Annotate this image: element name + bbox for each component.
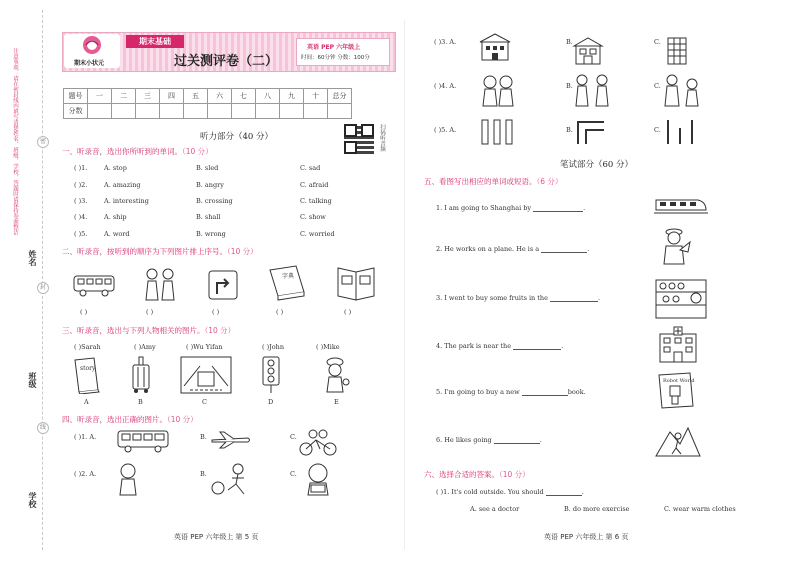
dictionary-icon bbox=[264, 262, 308, 302]
score-cell: 六 bbox=[208, 89, 232, 104]
q4-option-b: B. shall bbox=[196, 213, 221, 221]
section-1-points: （10 分） bbox=[182, 147, 213, 156]
score-cell: 八 bbox=[256, 89, 280, 104]
score-input-cell[interactable] bbox=[256, 104, 280, 119]
q3-option-a: A. interesting bbox=[104, 197, 149, 205]
score-input-cell[interactable] bbox=[280, 104, 304, 119]
s6-option-a: A. see a doctor bbox=[470, 505, 520, 513]
airplane-icon bbox=[210, 430, 252, 450]
s5-item-2-text: 2. He works on a plane. He is a bbox=[436, 245, 540, 253]
s6-q1 bbox=[436, 488, 584, 496]
qr-caption: 扫码听音频 bbox=[379, 124, 385, 152]
s5-item-1-text: 1. I am going to Shanghai by bbox=[436, 204, 532, 212]
score-cell: 十 bbox=[304, 89, 328, 104]
score-cell: 二 bbox=[112, 89, 136, 104]
hiking-icon bbox=[654, 418, 702, 458]
score-cell: 三 bbox=[136, 89, 160, 104]
section-1-text: 一、听录音，选出你所听到的单词。 bbox=[62, 147, 182, 156]
s5-item-1-end: . bbox=[583, 204, 586, 212]
score-input-cell[interactable] bbox=[208, 104, 232, 119]
letter-a: A bbox=[84, 398, 89, 406]
letter-d: D bbox=[268, 398, 274, 406]
score-input-cell[interactable] bbox=[136, 104, 160, 119]
s5-item-5-end: book. bbox=[567, 388, 586, 396]
dictionary-label: 字典 bbox=[282, 273, 295, 280]
score-cell: 七 bbox=[232, 89, 256, 104]
section-4-title bbox=[62, 414, 198, 425]
section-3-points: （10 分） bbox=[204, 326, 236, 335]
letter-c: C bbox=[202, 398, 207, 406]
q3-option-c: C. talking bbox=[300, 197, 332, 205]
score-input-cell[interactable] bbox=[328, 104, 352, 119]
written-title: 笔试部分（60 分） bbox=[560, 160, 634, 170]
match-sarah[interactable]: ( )Sarah bbox=[74, 343, 101, 351]
s5-blank-5[interactable] bbox=[522, 388, 568, 396]
tower-building-icon bbox=[664, 34, 690, 66]
score-cell: 一 bbox=[88, 89, 112, 104]
s4-q1-a[interactable]: ( )1. A. bbox=[74, 433, 97, 441]
order-bracket-3[interactable]: ( ) bbox=[212, 308, 220, 316]
footer-right: 英语 PEP 六年级上 第 6 页 bbox=[544, 533, 629, 541]
s5-blank-3[interactable] bbox=[550, 294, 601, 302]
q4-option-c: C. show bbox=[300, 213, 326, 221]
s4-q2-b[interactable]: B. bbox=[200, 470, 207, 478]
road-sign-straight-icon bbox=[478, 118, 518, 146]
s5-item-2 bbox=[436, 245, 589, 253]
score-label-cell: 分数 bbox=[64, 104, 88, 119]
school-label: 学校 bbox=[28, 492, 37, 508]
s5-item-5-text: 5. I'm going to buy a new bbox=[436, 388, 520, 396]
s6-option-b: B. do more exercise bbox=[564, 505, 630, 513]
order-bracket-2[interactable]: ( ) bbox=[146, 308, 154, 316]
s6-option-c: C. wear warm clothes bbox=[664, 505, 736, 513]
match-amy[interactable]: ( )Amy bbox=[134, 343, 156, 351]
section-4-points: （10 分） bbox=[167, 415, 198, 424]
footer-left: 英语 PEP 六年级上 第 5 页 bbox=[174, 533, 259, 541]
q3-option-b: B. crossing bbox=[196, 197, 233, 205]
road-lanes-icon bbox=[662, 118, 698, 146]
s4-q2-a[interactable]: ( )2. A. bbox=[74, 470, 97, 478]
road-turn-icon bbox=[574, 118, 608, 146]
score-header-row bbox=[64, 89, 352, 104]
s4-q3-a[interactable]: ( )3. A. bbox=[434, 38, 457, 46]
s5-item-3 bbox=[436, 294, 600, 302]
seal-mark-2: 封 bbox=[37, 282, 49, 294]
subject-line: 英语 PEP 六年级上 bbox=[307, 44, 361, 51]
s5-item-3-end: . bbox=[598, 294, 601, 302]
building-icon bbox=[478, 32, 512, 62]
q4-bracket[interactable]: ( )4. bbox=[74, 213, 88, 221]
q5-option-a: A. word bbox=[104, 230, 130, 238]
s6-q1-text[interactable]: ( )1. It's cold outside. You should bbox=[436, 488, 544, 496]
q2-option-c: C. afraid bbox=[300, 181, 329, 189]
section-5-points: （6 分） bbox=[536, 177, 563, 186]
robot-book-title: Robot World bbox=[663, 378, 695, 384]
score-cell: 总分 bbox=[328, 89, 352, 104]
section-6-points: （10 分） bbox=[499, 470, 530, 479]
order-bracket-5[interactable]: ( ) bbox=[344, 308, 352, 316]
train-icon bbox=[654, 194, 708, 216]
score-input-cell[interactable] bbox=[184, 104, 208, 119]
s5-item-6 bbox=[436, 436, 542, 444]
turn-right-sign-icon bbox=[208, 270, 238, 300]
pilot-icon bbox=[658, 226, 692, 266]
score-input-cell[interactable] bbox=[88, 104, 112, 119]
score-cell: 题号 bbox=[64, 89, 88, 104]
match-john[interactable]: ( )John bbox=[262, 343, 285, 351]
info-box bbox=[296, 38, 390, 66]
letter-b: B bbox=[138, 398, 143, 406]
s5-blank-4[interactable] bbox=[513, 342, 564, 350]
s5-blank-2[interactable] bbox=[541, 245, 590, 253]
q5-bracket[interactable]: ( )5. bbox=[74, 230, 88, 238]
section-1-title bbox=[62, 146, 213, 157]
suitcase-icon bbox=[130, 356, 152, 394]
s6-q1-end: . bbox=[581, 488, 584, 496]
section-6-title bbox=[424, 469, 530, 480]
s4-q4-a[interactable]: ( )4. A. bbox=[434, 82, 457, 90]
q5-option-b: B. wrong bbox=[196, 230, 226, 238]
q1-option-b: B. sled bbox=[196, 164, 219, 172]
s4-q4-c[interactable]: C. bbox=[654, 82, 661, 90]
score-input-cell[interactable] bbox=[304, 104, 328, 119]
girl-icon bbox=[114, 462, 142, 496]
s5-item-3-text: 3. I went to buy some fruits in the bbox=[436, 294, 548, 302]
s5-item-6-text: 6. He likes going bbox=[436, 436, 492, 444]
qr-code-icon bbox=[344, 124, 374, 154]
s4-q5-b[interactable]: B. bbox=[566, 126, 573, 134]
s5-item-4-end: . bbox=[561, 342, 564, 350]
score-input-cell[interactable] bbox=[112, 104, 136, 119]
score-cell: 九 bbox=[280, 89, 304, 104]
two-kids-icon bbox=[478, 74, 518, 108]
page-divider bbox=[404, 20, 405, 550]
s5-blank-6[interactable] bbox=[494, 436, 540, 444]
section-3-title bbox=[62, 325, 235, 336]
storybook-word: story bbox=[80, 365, 96, 372]
s4-q5-a[interactable]: ( )5. A. bbox=[434, 126, 457, 134]
logo-box bbox=[64, 34, 120, 68]
school-bus-icon bbox=[116, 428, 170, 454]
section-3-text: 三、听录音，选出与下列人物相关的图片。 bbox=[62, 326, 205, 335]
score-input-cell[interactable] bbox=[232, 104, 256, 119]
order-bracket-1[interactable]: ( ) bbox=[80, 308, 88, 316]
q2-option-a: A. amazing bbox=[104, 181, 141, 189]
section-5-text: 五、看图写出相应的单词或短语。 bbox=[424, 177, 537, 186]
brand-name: 期末小状元 bbox=[74, 60, 105, 67]
section-6-text: 六、选择合适的答案。 bbox=[424, 470, 499, 479]
s6-q1-blank[interactable] bbox=[546, 488, 582, 496]
q2-option-b: B. angry bbox=[196, 181, 224, 189]
traffic-light-icon bbox=[260, 356, 282, 394]
s5-item-4 bbox=[436, 342, 563, 350]
s5-blank-1[interactable] bbox=[533, 204, 586, 212]
name-label: 姓名 bbox=[28, 250, 37, 266]
section-5-title bbox=[424, 176, 562, 187]
q1-option-c: C. sad bbox=[300, 164, 321, 172]
score-cell: 四 bbox=[160, 89, 184, 104]
shop-icon bbox=[572, 36, 604, 66]
match-wu-yifan[interactable]: ( )Wu Yifan bbox=[186, 343, 223, 351]
seal-line bbox=[42, 10, 43, 550]
s4-q1-b[interactable]: B. bbox=[200, 433, 207, 441]
score-table bbox=[63, 88, 352, 119]
brand-tag: 期末基础 bbox=[126, 35, 184, 48]
listening-title: 听力部分（40 分） bbox=[200, 132, 274, 142]
s4-q2-c[interactable]: C. bbox=[290, 470, 297, 478]
kids-bicycle-icon bbox=[298, 428, 338, 456]
page-title: 过关测评卷（二） bbox=[174, 54, 279, 69]
section-2-points: （10 分） bbox=[227, 247, 258, 256]
section-4-text: 四、听录音，选出正确的图片。 bbox=[62, 415, 167, 424]
section-2-title bbox=[62, 246, 258, 257]
q4-option-a: A. ship bbox=[104, 213, 127, 221]
seal-mark-1: 密 bbox=[37, 136, 49, 148]
chef-kid-icon bbox=[318, 356, 352, 394]
time-line: 时间：60分钟 分数：100分 bbox=[301, 55, 370, 61]
score-input-cell[interactable] bbox=[160, 104, 184, 119]
book-icon bbox=[334, 262, 376, 302]
s4-q5-c[interactable]: C. bbox=[654, 126, 661, 134]
seal-mark-3: 线 bbox=[37, 422, 49, 434]
q1-bracket[interactable]: ( )1. bbox=[74, 164, 88, 172]
match-mike[interactable]: ( )Mike bbox=[316, 343, 340, 351]
order-bracket-4[interactable]: ( ) bbox=[276, 308, 284, 316]
q1-option-a: A. stop bbox=[104, 164, 127, 172]
side-notice: 注意事项：请在密封线内填写清楚姓名、班级、学校，答题时请保持卷面整洁 bbox=[12, 48, 18, 235]
parent-child-icon bbox=[660, 74, 704, 108]
s4-q1-c[interactable]: C. bbox=[290, 433, 297, 441]
bus-icon bbox=[72, 272, 116, 298]
family-walking-icon bbox=[572, 74, 614, 108]
fruit-stand-icon bbox=[654, 278, 708, 320]
s5-item-6-end: . bbox=[539, 436, 542, 444]
q2-bracket[interactable]: ( )2. bbox=[74, 181, 88, 189]
storybook-icon bbox=[72, 356, 102, 394]
q3-bracket[interactable]: ( )3. bbox=[74, 197, 88, 205]
score-value-row bbox=[64, 104, 352, 119]
s4-q3-c[interactable]: C. bbox=[654, 38, 661, 46]
s5-item-1 bbox=[436, 204, 585, 212]
hospital-icon bbox=[656, 326, 700, 364]
s4-q4-b[interactable]: B. bbox=[566, 82, 573, 90]
boy-reading-icon bbox=[300, 462, 336, 496]
football-player-icon bbox=[210, 462, 252, 496]
s5-item-2-end: . bbox=[587, 245, 590, 253]
q5-option-c: C. worried bbox=[300, 230, 335, 238]
grandparents-icon bbox=[140, 266, 180, 302]
score-cell: 五 bbox=[184, 89, 208, 104]
crossing-scene-icon bbox=[180, 356, 232, 394]
robot-book-icon bbox=[656, 372, 696, 410]
letter-e: E bbox=[334, 398, 339, 406]
class-label: 班级 bbox=[28, 372, 37, 388]
s4-q3-b[interactable]: B. bbox=[566, 38, 573, 46]
s5-item-4-text: 4. The park is near the bbox=[436, 342, 512, 350]
logo-icon bbox=[64, 34, 120, 60]
s5-item-5 bbox=[436, 388, 586, 396]
section-2-text: 二、听录音，按听到的顺序为下列图片排上序号。 bbox=[62, 247, 227, 256]
